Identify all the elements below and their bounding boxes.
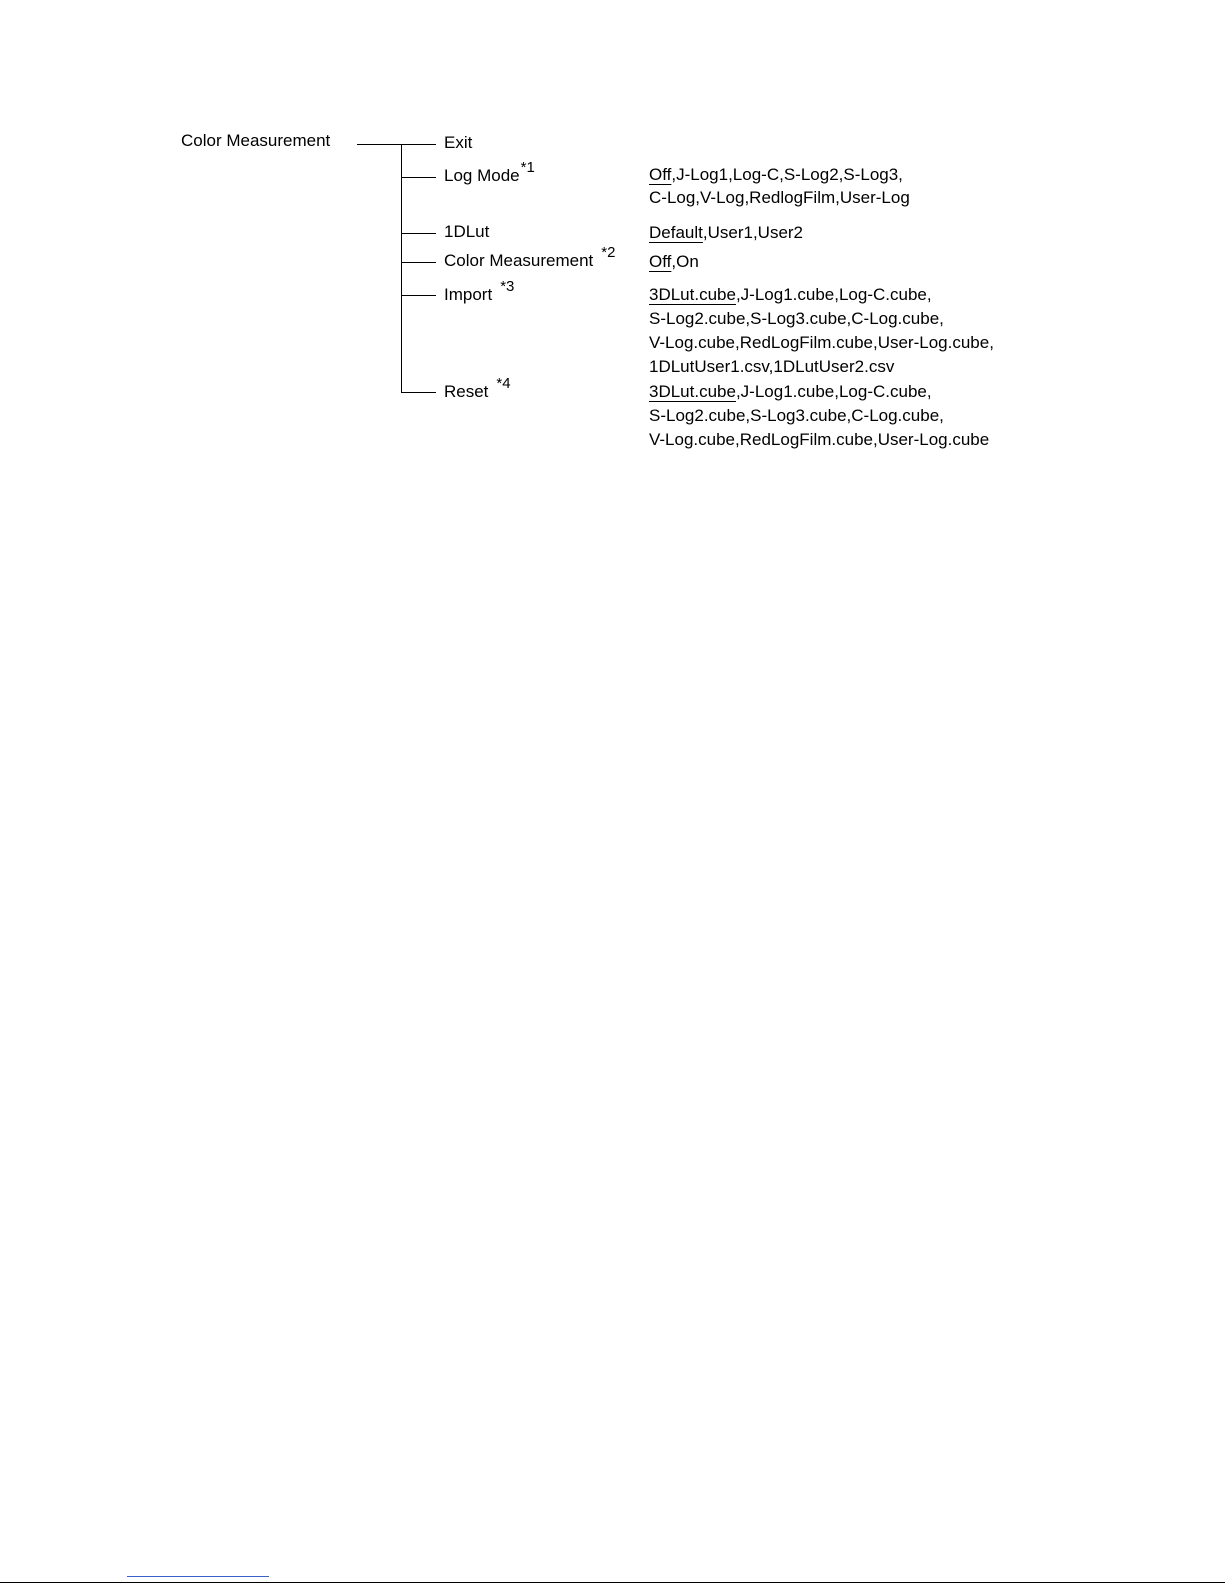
- color-measurement-options: [649, 252, 699, 272]
- menu-item-log-mode: [444, 159, 535, 187]
- menu-item-label: Import: [444, 285, 493, 304]
- option-list: ,J-Log1.cube,Log-C.cube,: [735, 285, 932, 304]
- default-option: 3DLut.cube: [649, 285, 736, 304]
- footer-rule: [0, 1582, 1225, 1583]
- menu-item-label: Color Measurement: [444, 251, 594, 270]
- reset-options-line-1: [649, 382, 932, 402]
- branch-line-color-measurement: [401, 262, 436, 263]
- branch-line-exit: [401, 144, 436, 145]
- footnote-marker: *3: [500, 278, 515, 295]
- import-options-line-2: S-Log2.cube,S-Log3.cube,C-Log.cube,: [649, 309, 944, 328]
- option-list: ,J-Log1,Log-C,S-Log2,S-Log3,: [671, 165, 903, 184]
- menu-item-label: 1DLut: [444, 222, 490, 241]
- branch-line-reset: [401, 392, 436, 393]
- import-options-line-3: V-Log.cube,RedLogFilm.cube,User-Log.cube,: [649, 333, 994, 352]
- branch-line-import: [401, 295, 436, 296]
- default-option: Off: [649, 165, 672, 184]
- footnote-marker: *1: [520, 159, 535, 176]
- option-list: ,On: [671, 252, 699, 271]
- branch-line-log-mode: [401, 177, 436, 178]
- tree-trunk-line: [401, 144, 402, 392]
- default-option: 3DLut.cube: [649, 382, 736, 401]
- footer-link-underline: [127, 1576, 269, 1577]
- menu-item-import: [444, 278, 515, 306]
- menu-item-reset: [444, 375, 511, 403]
- menu-item-label: Log Mode: [444, 166, 520, 185]
- option-list: ,J-Log1.cube,Log-C.cube,: [735, 382, 932, 401]
- menu-item-label: Reset: [444, 382, 489, 401]
- root-label: Color Measurement: [181, 131, 331, 150]
- import-options-line-4: 1DLutUser1.csv,1DLutUser2.csv: [649, 357, 895, 376]
- reset-options-line-3: V-Log.cube,RedLogFilm.cube,User-Log.cube: [649, 430, 990, 449]
- import-options-line-1: [649, 285, 932, 305]
- reset-options-line-2: S-Log2.cube,S-Log3.cube,C-Log.cube,: [649, 406, 944, 425]
- default-option: Off: [649, 252, 672, 271]
- default-option: Default: [649, 223, 703, 242]
- footnote-marker: *4: [496, 375, 511, 392]
- footnote-marker: *2: [601, 244, 616, 261]
- log-mode-options-line-1: [649, 165, 903, 185]
- root-connector-line: [357, 144, 401, 145]
- 1dlut-options: [649, 223, 803, 243]
- menu-item-label: Exit: [444, 133, 473, 152]
- menu-item-color-measurement: [444, 244, 616, 272]
- menu-item-exit: [444, 133, 472, 153]
- option-list: ,User1,User2: [702, 223, 804, 242]
- branch-line-1dlut: [401, 233, 436, 234]
- menu-item-1dlut: [444, 222, 489, 242]
- log-mode-options-line-2: C-Log,V-Log,RedlogFilm,User-Log: [649, 188, 910, 207]
